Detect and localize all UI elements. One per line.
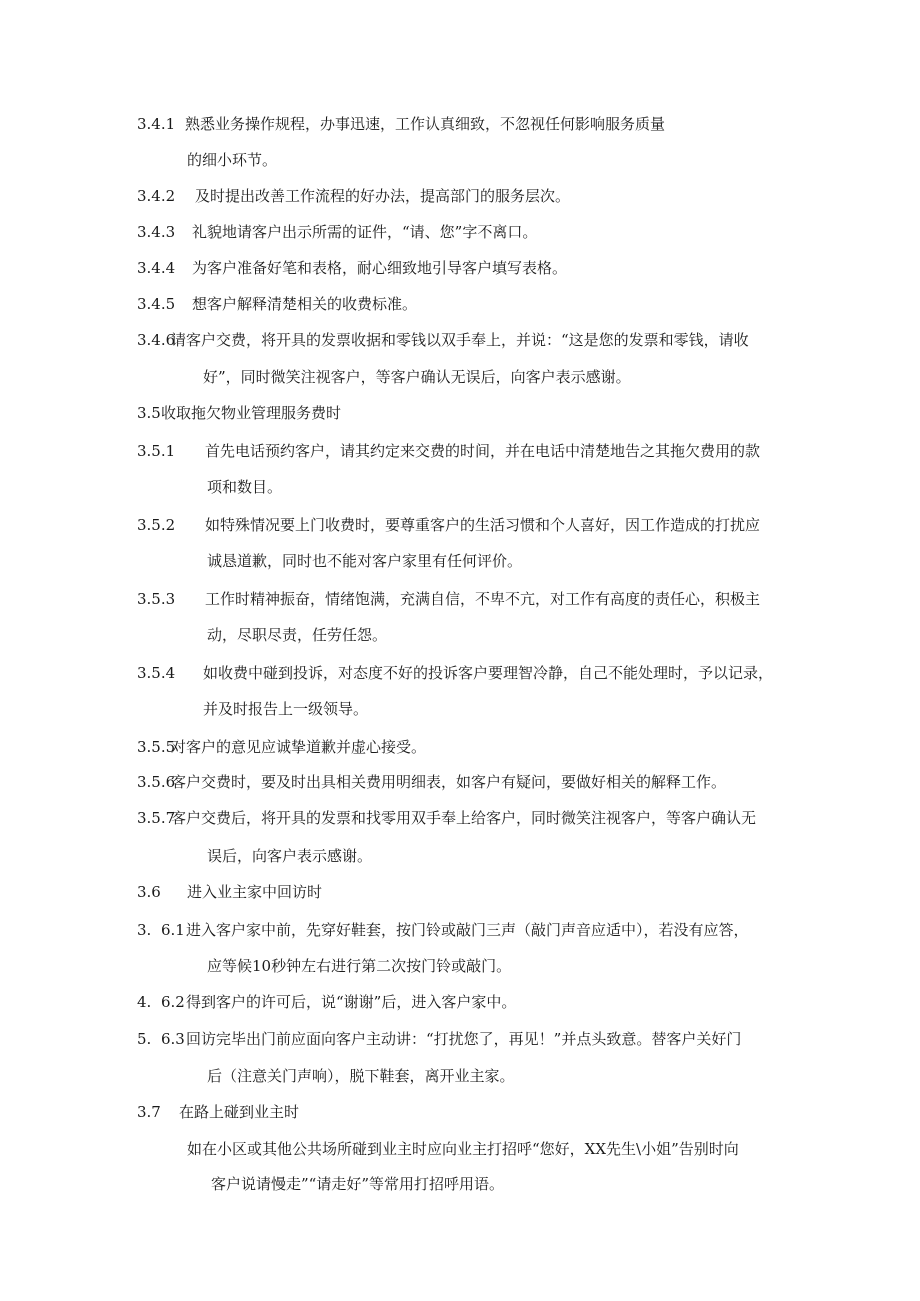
item-continuation: 误后，向客户表示感谢。	[207, 847, 373, 865]
item-text: 首先电话预约客户，请其约定来交费的时间，并在电话中清楚地告之其拖欠费用的款	[205, 442, 761, 460]
item-3-5-4	[137, 663, 773, 683]
item-3-5-6	[137, 772, 726, 792]
item-6-1	[137, 920, 749, 940]
item-3-4-4	[137, 258, 567, 278]
item-continuation: 的细小环节。	[187, 151, 278, 169]
item-continuation: 并及时报告上一级领导。	[203, 700, 369, 718]
section-title: 在路上碰到业主时	[179, 1103, 300, 1121]
item-number: 3.5.5	[137, 738, 176, 756]
item-number: 3.4.6	[137, 331, 176, 349]
item-number: 3.5.3	[137, 590, 176, 608]
item-number: 3.4.4	[137, 259, 176, 277]
item-text: 进入客户家中前，先穿好鞋套，按门铃或敲门三声（敲门声音应适中），若没有应答，	[186, 921, 749, 939]
item-text: 得到客户的许可后，说“谢谢”后，进入客户家中。	[186, 993, 517, 1011]
item-number: 3.4.5	[137, 295, 176, 313]
item-text: 工作时精神振奋，情绪饱满，充满自信，不卑不亢，对工作有高度的责任心，积极主	[205, 590, 761, 608]
item-3-5-1	[137, 441, 760, 461]
item-subnumber: 6.1	[161, 921, 185, 939]
section-title: 进入业主家中回访时	[187, 883, 323, 901]
item-continuation: 好”，同时微笑注视客户，等客户确认无误后，向客户表示感谢。	[203, 368, 631, 386]
section-number: 3.7	[137, 1103, 161, 1121]
item-subnumber: 6.3	[161, 1030, 185, 1048]
item-number: 3.5.1	[137, 442, 176, 460]
item-number: 3.4.2	[137, 187, 176, 205]
item-number: 3.4.1	[137, 115, 176, 133]
item-continuation: 动，尽职尽责，任劳任怨。	[207, 626, 388, 644]
item-number: 3.5.7	[137, 809, 176, 827]
item-3-4-3	[137, 222, 537, 242]
item-6-2	[137, 992, 516, 1012]
item-subnumber: 6.2	[161, 993, 185, 1011]
section-number: 3.6	[137, 883, 161, 901]
section-title: 收取拖欠物业管理服务费时	[161, 404, 342, 422]
item-continuation: 诚恳道歉，同时也不能对客户家里有任何评价。	[207, 552, 523, 570]
item-continuation: 客户说请慢走”“请走好”等常用打招呼用语。	[211, 1175, 505, 1193]
item-continuation: 后（注意关门声响），脱下鞋套，离开业主家。	[207, 1067, 515, 1085]
item-text: 想客户解释清楚相关的收费标准。	[192, 295, 418, 313]
section-3-6	[137, 882, 322, 902]
item-number: 5.	[137, 1030, 152, 1048]
item-3-4-1	[137, 114, 665, 134]
item-6-3	[137, 1029, 741, 1049]
item-text: 如收费中碰到投诉，对态度不好的投诉客户要理智冷静，自己不能处理时，予以记录，	[203, 664, 774, 682]
section-number: 3.5	[137, 404, 161, 422]
item-text: 对客户的意见应诚挚道歉并虚心接受。	[171, 738, 427, 756]
paragraph-3-7: 如在小区或其他公共场所碰到业主时应向业主打招呼“您好，XX先生\小姐”告别时向	[187, 1140, 739, 1158]
item-3-5-2	[137, 515, 760, 535]
item-continuation: 应等候10秒钟左右进行第二次按门铃或敲门。	[207, 957, 512, 975]
item-text: 回访完毕出门前应面向客户主动讲：“打扰您了，再见！”并点头致意。替客户关好门	[186, 1030, 742, 1048]
item-text: 礼貌地请客户出示所需的证件，“请、您”字不离口。	[192, 223, 538, 241]
item-3-5-7	[137, 808, 756, 828]
item-number: 3.	[137, 921, 152, 939]
item-number: 3.5.4	[137, 664, 176, 682]
item-number: 4.	[137, 993, 152, 1011]
item-text: 客户交费后，将开具的发票和找零用双手奉上给客户，同时微笑注视客户，等客户确认无	[171, 809, 757, 827]
section-3-7	[137, 1102, 299, 1122]
item-continuation: 项和数目。	[207, 478, 283, 496]
section-3-5	[137, 403, 341, 423]
item-number: 3.5.6	[137, 773, 176, 791]
item-3-4-5	[137, 294, 417, 314]
item-text: 如特殊情况要上门收费时，要尊重客户的生活习惯和个人喜好，因工作造成的打扰应	[205, 516, 761, 534]
item-3-4-6	[137, 330, 749, 350]
item-text: 客户交费时，要及时出具相关费用明细表，如客户有疑问，要做好相关的解释工作。	[171, 773, 727, 791]
item-3-4-2	[137, 186, 570, 206]
item-number: 3.4.3	[137, 223, 176, 241]
item-3-5-5	[137, 737, 426, 757]
item-3-5-3	[137, 589, 760, 609]
item-text: 及时提出改善工作流程的好办法，提高部门的服务层次。	[195, 187, 571, 205]
item-text: 为客户准备好笔和表格，耐心细致地引导客户填写表格。	[192, 259, 568, 277]
item-number: 3.5.2	[137, 516, 176, 534]
item-text: 请客户交费，将开具的发票收据和零钱以双手奉上，并说：“这是您的发票和零钱，请收	[171, 331, 749, 349]
item-text: 熟悉业务操作规程，办事迅速，工作认真细致，不忽视任何影响服务质量	[185, 115, 666, 133]
